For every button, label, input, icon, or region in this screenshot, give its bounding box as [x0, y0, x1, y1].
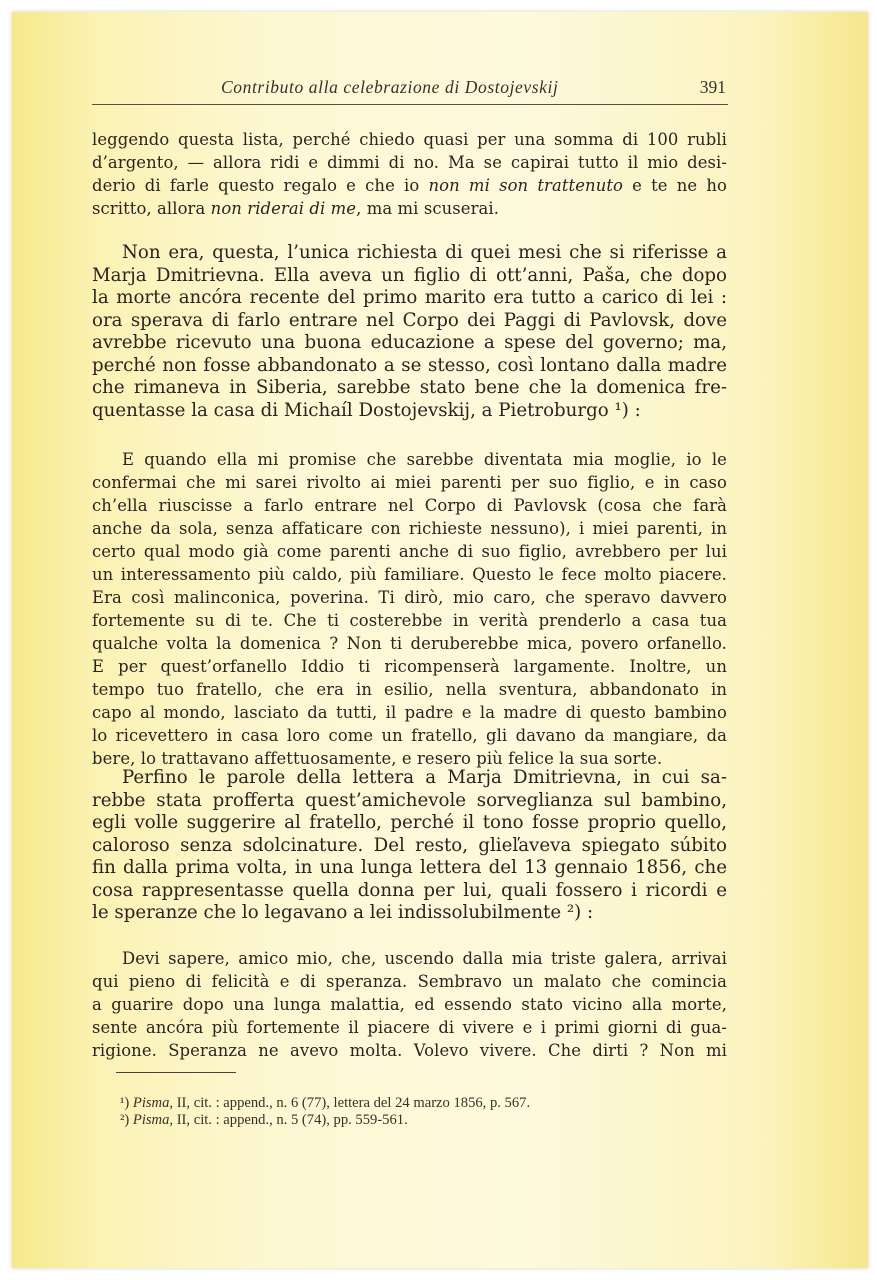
paragraph-line: perché non fosse abbandonato a se stesso, così lontano dalla madre	[92, 354, 727, 376]
quote-line: sente ancóra più fortemente il piacere di vivere e i primi giorni di gua-	[92, 1018, 727, 1037]
quote-block-3	[92, 947, 727, 1062]
footnote-text: II, cit. : append., n. 6 (77), lettera del 24 marzo 1856, p. 567.	[173, 1095, 531, 1111]
quote-line: E quando ella mi promise che sarebbe diventata mia moglie, io le	[122, 450, 727, 469]
footnote-mark: ²)	[120, 1112, 130, 1128]
quote-line: anche da sola, senza affaticare con richieste nessuno), i miei parenti, in	[92, 519, 727, 538]
header-rule	[92, 104, 728, 105]
paragraph-line: che rimaneva in Siberia, sarebbe stato bene che la domenica fre-	[92, 377, 727, 398]
quote-line: lo ricevettero in casa loro come un fratello, gli davano da mangiare, da	[92, 726, 727, 745]
quote-line-text: scritto, allora non riderai di me, ma mi scuserai.	[92, 199, 500, 218]
quote-line: leggendo questa lista, perché chiedo quasi per una somma di 100 rubli	[92, 130, 727, 149]
running-title: Contributo alla celebrazione di Dostojevskij	[221, 77, 559, 97]
page-number: 391	[699, 77, 726, 97]
paragraph-line: fin dalla prima volta, in una lunga lettera del 13 gennaio 1856, che	[92, 857, 727, 878]
quote-line-text: derio di farle questo regalo e che io non mi son trattenuto e te ne ho	[92, 176, 727, 195]
quote-line: capo al mondo, lasciato da tutti, il padre e la madre di questo bambino	[92, 703, 727, 722]
quote-block-2	[92, 448, 727, 770]
quote-line: certo qual modo già come parenti anche di suo figlio, avrebbero per lui	[92, 542, 727, 561]
footnote-text: II, cit. : append., n. 5 (74), pp. 559-561.	[173, 1112, 408, 1128]
paragraph-line: Non era, questa, l’unica richiesta di quei mesi che si riferisse a	[122, 242, 727, 263]
footnote-work: Pisma,	[132, 1112, 174, 1128]
paragraph-line: quentasse la casa di Michaíl Dostojevskij, a Pietroburgo ¹) :	[92, 399, 641, 421]
paragraph-line: la morte ancóra recente del primo marito era tutto a carico di lei :	[92, 287, 727, 308]
paragraph-line: le speranze che lo legavano a lei indissolubilmente ²) :	[92, 902, 594, 923]
paragraph-line: ora sperava di farlo entrare nel Corpo dei Paggi di Pavlovsk, dove	[92, 309, 727, 331]
paragraph-line: rebbe stata profferta quest’amichevole sorveglianza sul bambino,	[92, 789, 727, 811]
quote-line: a guarire dopo una lunga malattia, ed essendo stato vicino alla morte,	[92, 995, 727, 1014]
paragraph-line: cosa rappresentasse quella donna per lui, quali fossero i ricordi e	[92, 879, 727, 901]
italic-phrase: non riderai di me	[210, 199, 357, 218]
footnote-2	[120, 1111, 680, 1129]
running-head	[94, 77, 726, 99]
quote-line: confermai che mi sarei rivolto ai miei parenti per suo figlio, e in caso	[92, 473, 727, 492]
paragraph-line: Marja Dmitrievna. Ella aveva un figlio di ott’anni, Paša, che dopo	[92, 264, 727, 286]
quote-line: bere, lo trattavano affettuosamente, e resero più felice la sua sorte.	[92, 749, 663, 768]
quote-line: tempo tuo fratello, che era in esilio, nella sventura, abbandonato in	[92, 680, 727, 699]
footnote-1	[120, 1094, 680, 1112]
quote-line: rigione. Speranza ne avevo molta. Volevo vivere. Che dirti ? Non mi	[92, 1041, 727, 1060]
quote-line: un interessamento più caldo, più familiare. Questo le fece molto piacere.	[92, 565, 727, 584]
quote-line: Era così malinconica, poverina. Ti dirò, mio caro, che speravo davvero	[92, 588, 727, 607]
paragraph-line: avrebbe ricevuto una buona educazione a spese del governo; ma,	[92, 332, 727, 353]
quote-line: ch’ella riuscisse a farlo entrare nel Corpo di Pavlovsk (cosa che farà	[92, 496, 727, 515]
quote-line	[92, 197, 727, 220]
quote-continued	[92, 128, 727, 220]
footnote-work: Pisma,	[132, 1095, 174, 1111]
paragraph-2	[92, 767, 727, 925]
quote-line: E per quest’orfanello Iddio ti ricompenserà largamente. Inoltre, un	[92, 657, 727, 676]
quote-line: qualche volta la domenica ? Non ti deruberebbe mica, povero orfanello.	[92, 634, 727, 653]
paragraph-line: egli volle suggerire al fratello, perché il tono fosse proprio quello,	[92, 812, 727, 833]
footnote-rule	[116, 1072, 236, 1073]
quote-line: fortemente su di te. Che ti costerebbe in verità prenderlo a casa tua	[92, 611, 727, 630]
quote-line: qui pieno di felicità e di speranza. Sembravo un malato che comincia	[92, 972, 727, 991]
paragraph-line: caloroso senza sdolcinature. Del resto, glieľaveva spiegato súbito	[92, 834, 727, 856]
paragraph-1	[92, 242, 727, 422]
quote-line: d’argento, — allora ridi e dimmi di no. Ma se capirai tutto il mio desi-	[92, 153, 727, 172]
quote-line: Devi sapere, amico mio, che, uscendo dalla mia triste galera, arrivai	[122, 949, 727, 968]
italic-phrase: non mi son trattenuto	[428, 176, 623, 195]
quote-line	[92, 174, 727, 197]
footnote-mark: ¹)	[120, 1095, 130, 1111]
paragraph-line: Perfino le parole della lettera a Marja Dmitrievna, in cui sa-	[122, 767, 727, 788]
